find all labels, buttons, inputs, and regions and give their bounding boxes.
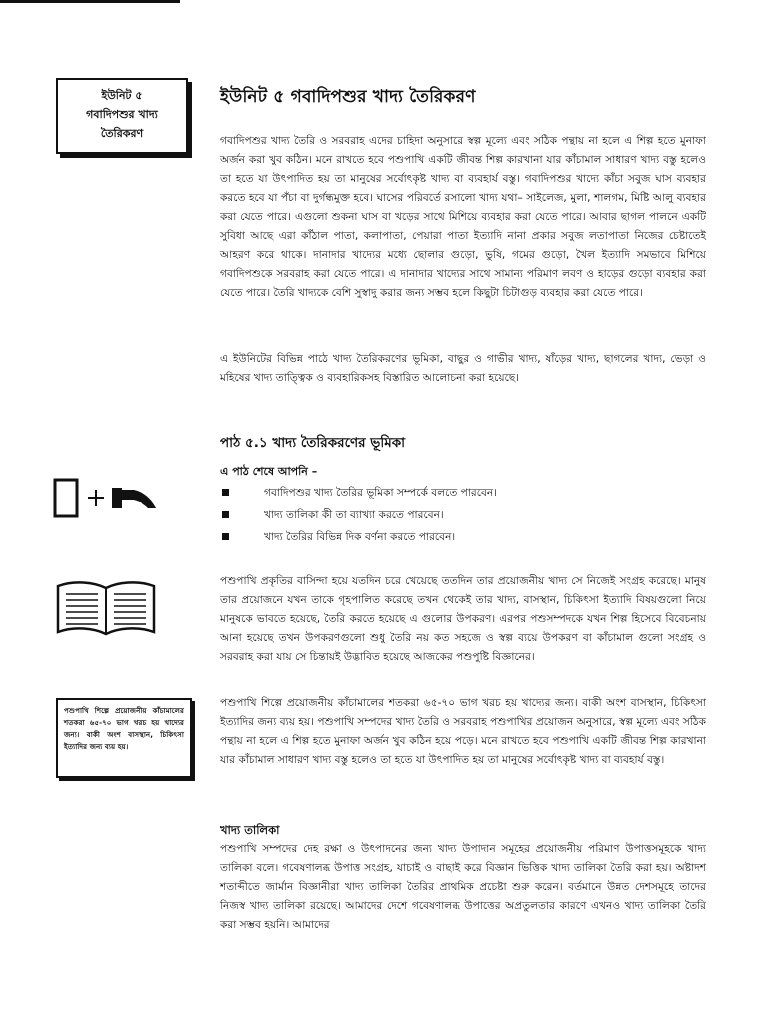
intro-paragraph: গবাদিপশুর খাদ্য তৈরি ও সরবরাহ এদের চাহিদা অনুসারে স্বল্প মূল্যে এবং সঠিক পন্থায় না হলে এ শিল্প হতে মুনাফা অর্জন করা খুব কঠিন। মনে রাখতে হবে পশুপাখি একটি জীবন্ত শিল্প কারখানা যার কাঁচামাল সাধারণ খাদ্য বস্তু হলেও তা হতে যা উৎপাদিত হয় তা মানুষের সর্বোৎকৃষ্ট খাদ্য বা ব্যবহার্য বস্তু। গবাদিপশুর খাদ্যে কাঁচা সবুজ ঘাস ব্যবহার করতে হবে যা পঁচা বা দুর্গন্ধমুক্ত হবে। ঘাসের পরিবর্তে রসালো খাদ্য যথা– সাইলেজ, মুলা, শালগম, মিষ্টি আলু ব্যবহার করা যেতে পারে। এগুলো শুকনা ঘাস বা খড়ের সাথে মিশিয়ে ব্যবহার করা যেতে পারে। আবার ছাগল পালনে একটি সুবিধা আছে এরা কাঁঠাল পাতা, কলাপাতা, পেয়ারা পাতা ইত্যাদি নানা প্রকার সবুজ লতাপাতা নিজের চেষ্টাতেই আহরণ করে থাকে। দানাদার খাদ্যের মধ্যে ছোলার গুড়ো, ভুষি, গমের গুড়ো, খৈল ইত্যাদি সমভাবে মিশিয়ে গবাদিপশুকে সরবরাহ করা যেতে পারে। এ দানাদার খাদ্যের সাথে সামান্য পরিমাণ লবণ ও হাড়ের গুড়ো ব্যবহার করা যেতে পারে। তৈরি খাদ্যকে বেশি সুস্বাদু করার জন্য সম্ভব হলে কিছুটা চিটাগুড় ব্যবহার করা যেতে পারে। [220, 135, 706, 299]
side-note-box: পশুপাখি শিল্পে প্রয়োজনীয় কাঁচামালের শতকরা ৬৫-৭০ ভাগ খরচ হয় খাদ্যের জন্য। বাকী অংশ বাসস্থান, চিকিৎসা ইত্যাদির জন্য ব্যয় হয়। [56, 698, 192, 778]
unit-scope-paragraph: এ ইউনিটের বিভিন্ন পাঠে খাদ্য তৈরিকরণের ভূমিকা, বাছুর ও গাভীর খাদ্য, ষাঁড়ের খাদ্য, ছাগলের খাদ্য, ভেড়া ও মহিষের খাদ্য তাত্ত্বিক ও ব্যবহারিকসহ বিস্তারিত আলোচনা করা হয়েছে। [220, 353, 706, 384]
bullet-icon [222, 511, 229, 518]
page-title: ইউনিট ৫ গবাদিপশুর খাদ্য তৈরিকরণ [220, 87, 476, 107]
objective-item: খাদ্য তালিকা কী তা ব্যাখ্যা করতে পারবেন। [222, 504, 702, 526]
bullet-icon [222, 533, 229, 540]
lesson-heading: পাঠ ৫.১ খাদ্য তৈরিকরণের ভূমিকা [220, 435, 406, 451]
objectives-intro: এ পাঠ শেষে আপনি – [220, 465, 318, 478]
unit-number: ইউনিট ৫ [101, 89, 143, 102]
unit-label-box [56, 78, 188, 154]
top-rule [0, 0, 180, 3]
objective-item: খাদ্য তৈরির বিভিন্ন দিক বর্ণনা করতে পারবেন। [222, 526, 702, 548]
paragraph-1: পশুপাখি প্রকৃতির বাসিন্দা হয়ে যতদিন চরে খেয়েছে ততদিন তার প্রয়োজনীয় খাদ্য সে নিজেই সংগ্রহ করেছে। মানুষ তার প্রয়োজনে যখন তাকে গৃহপালিত করেছে তখন থেকেই তার খাদ্য, বাসস্থান, চিকিৎসা ইত্যাদি বিষয়গুলো নিয়ে মানুষকে ভাবতে হয়েছে, তৈরি করতে হয়েছে এ গুলোর উপকরণ। এরপর পশুসম্পদকে যখন শিল্প হিসেবে বিবেচনায় আনা হয়েছে তখন উপকরণগুলো শুধু তৈরি নয় কত সহজে ও স্বল্প ব্যয়ে উপকরণ বা কাঁচামাল গুলো সংগ্রহ ও সরবরাহ করা যায় সে চিন্তায়ই উদ্ভাবিত হয়েছে আজকের পশুপুষ্টি বিজ্ঞানের। [220, 575, 706, 663]
paragraph-2: পশুপাখি শিল্পে প্রয়োজনীয় কাঁচামালের শতকরা ৬৫-৭০ ভাগ খরচ হয় খাদ্যের জন্য। বাকী অংশ বাসস্থান, চিকিৎসা ইত্যাদির জন্য ব্যয় হয়। পশুপাখি সম্পদের খাদ্য তৈরি ও সরবরাহ পশুপাখির প্রয়োজন অনুসারে, স্বল্প মূল্যে এবং সঠিক পন্থায় না হলে এ শিল্প হতে মুনাফা অর্জন খুব কঠিন হয়ে পড়ে। মনে রাখতে হবে পশুপাখি একটি জীবন্ত শিল্প কারখানা যার কাঁচামাল সাধারণ খাদ্য বস্তু হলেও তা হতে যা উৎপাদিত হয় তা মানুষের সর্বোৎকৃষ্ট খাদ্য বা ব্যবহার্য বস্তু। [220, 697, 706, 766]
unit-topic: তৈরিকরণ [100, 127, 144, 140]
objective-item: গবাদিপশুর খাদ্য তৈরির ভূমিকা সম্পর্কে বলতে পারবেন। [222, 482, 702, 504]
objectives-list [222, 482, 702, 548]
bullet-icon [222, 489, 229, 496]
objective-icon [52, 474, 164, 522]
book-icon [54, 578, 158, 640]
unit-subject: গবাদিপশুর খাদ্য [86, 108, 158, 121]
paragraph-3: পশুপাখি সম্পদের দেহ রক্ষা ও উৎপাদনের জন্য খাদ্য উপাদান সমূহের প্রয়োজনীয় পরিমাণ উপাত্তসমূহকে খাদ্য তালিকা বলে। গবেষণালব্ধ উপাত্ত সংগ্রহ, যাচাই ও বাছাই করে বিজ্ঞান ভিত্তিক খাদ্য তালিকা তৈরি করা হয়। অষ্টাদশ শতাব্দীতে জার্মান বিজ্ঞানীরা খাদ্য তালিকা তৈরির প্রাথমিক প্রচেষ্টা শুরু করেন। বর্তমানে উন্নত দেশসমূহে তাদের নিজস্ব খাদ্য তালিকা রয়েছে। আমাদের দেশে গবেষণালব্ধ উপাত্তের অপ্রতুলতার কারণে এখনও খাদ্য তালিকা তৈরি করা সম্ভব হয়নি। আমাদের [220, 843, 706, 931]
section-heading-food-list: খাদ্য তালিকা [220, 823, 280, 837]
